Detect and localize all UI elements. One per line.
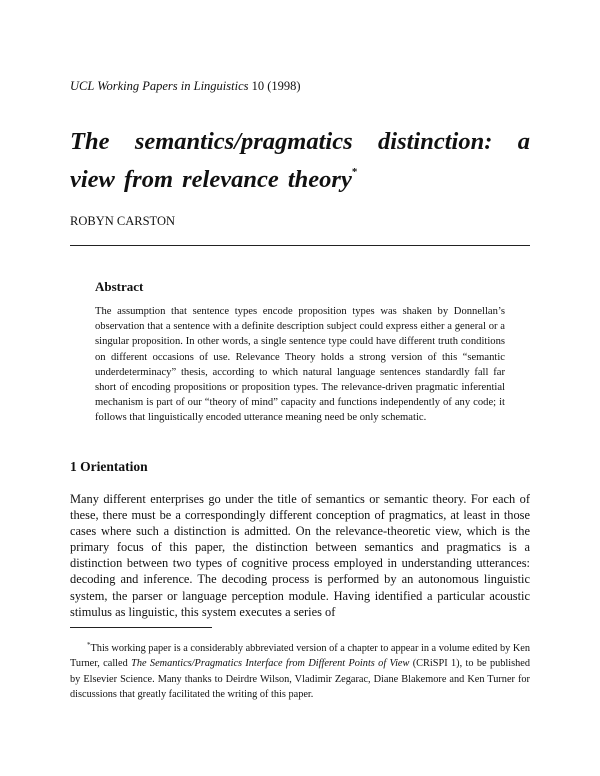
footnote-text-after: (CRiSPI 1), to be published by Elsevier Science. Many thanks to Deirdre Wilson, Vladimir Zegarac, Diane Blakemore and Ken Turner for discussions that greatly facilitated the writing of this paper. — [70, 658, 531, 701]
journal-name: UCL Working Papers in Linguistics — [70, 79, 249, 93]
paper-title-text: The semantics/pragmatics distinction: a view from relevance theory — [70, 128, 530, 193]
footnote-marker: * — [87, 641, 91, 649]
footnote-text-before: This working paper is a considerably abbreviated version of a chapter to appear in a volume edited by Ken Turner, called — [70, 643, 530, 670]
title-divider — [70, 245, 530, 246]
abstract-body: The assumption that sentence types encode proposition types was shaken by Donnellan’s observation that a sentence with a definite description subject could express either a general or a singular proposition. In other words, a single sentence type could have different truth conditions on different occasions of use. Relevance Theory holds a strong version of this “semantic underdeterminacy” thesis, according to which natural language sentences standardly fall far short of encoding propositions or proposition types. The relevance-driven pragmatic inferential mechanism is part of our “theory of mind” capacity and functions independently of any code; it follows that linguistically encoded utterance meaning need be only schematic. — [95, 306, 505, 424]
journal-citation — [70, 79, 301, 94]
journal-volume-year: 10 (1998) — [248, 79, 301, 93]
footnote-divider — [70, 627, 212, 628]
author-name: ROBYN CARSTON — [70, 214, 175, 228]
section-heading: 1 Orientation — [70, 459, 148, 474]
footnote — [70, 638, 530, 703]
title-footnote-marker: * — [351, 166, 358, 178]
section-body: Many different enterprises go under the title of semantics or semantic theory. For each of these, there must be a correspondingly different conception of pragmatics, at least in those cases where such a distinction is admitted. On the relevance-theoretic view, which is the primary focus of this paper, the distinction between semantics and pragmatics is a distinction between two types of cognitive process employed in understanding utterances: decoding and inference. The decoding process is performed by an autonomous linguistic system, the parser or language perception module. Having identified a particular acoustic stimulus as linguistic, this system executes a series of — [70, 492, 530, 619]
abstract-heading: Abstract — [95, 279, 144, 294]
footnote-book-title: The Semantics/Pragmatics Interface from Different Points of View — [131, 658, 410, 670]
paper-title — [70, 126, 530, 195]
